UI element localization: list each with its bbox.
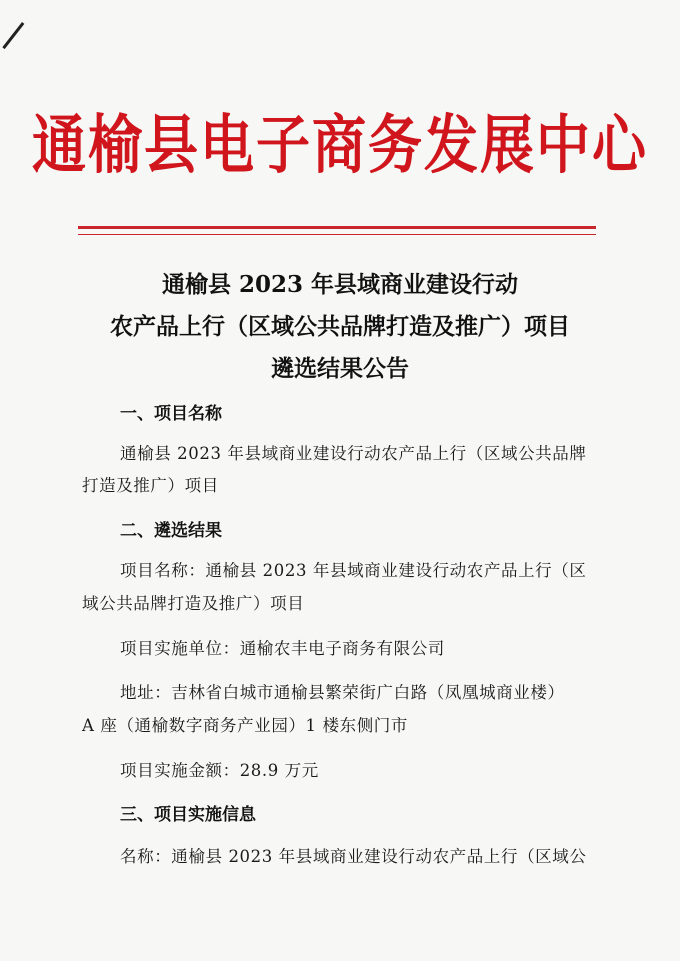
- section1-line-1: 通榆县 2023 年县域商业建设行动农产品上行（区域公共品牌: [120, 444, 587, 463]
- letterhead-rule-thin: [78, 234, 596, 235]
- address-line-2: A 座（通榆数字商务产业园）1 楼东侧门市: [82, 716, 409, 735]
- project-name-line-2: 域公共品牌打造及推广）项目: [82, 594, 305, 613]
- section-heading-2: 二、遴选结果: [120, 521, 222, 541]
- section-heading-3: 三、项目实施信息: [120, 805, 256, 825]
- doc-title-line-3: 遴选结果公告: [271, 355, 409, 382]
- pen-mark: [2, 22, 24, 49]
- section1-line-2: 打造及推广）项目: [82, 476, 219, 495]
- doc-title-line-1: 通榆县 2023 年县域商业建设行动: [161, 271, 519, 298]
- letterhead-title: 通榆县电子商务发展中心: [32, 107, 648, 183]
- section3-line-1: 名称：通榆县 2023 年县域商业建设行动农产品上行（区域公: [120, 847, 587, 866]
- letterhead-rule-thick: [78, 226, 596, 229]
- implementing-unit: 项目实施单位：通榆农丰电子商务有限公司: [120, 639, 445, 658]
- project-name-line-1: 项目名称：通榆县 2023 年县域商业建设行动农产品上行（区: [120, 561, 587, 580]
- address-line-1: 地址：吉林省白城市通榆县繁荣街广白路（凤凰城商业楼）: [120, 683, 565, 702]
- doc-title-line-2: 农产品上行（区域公共品牌打造及推广）项目: [110, 313, 570, 340]
- section-heading-1: 一、项目名称: [120, 404, 222, 424]
- implementation-amount: 项目实施金额：28.9 万元: [120, 761, 319, 780]
